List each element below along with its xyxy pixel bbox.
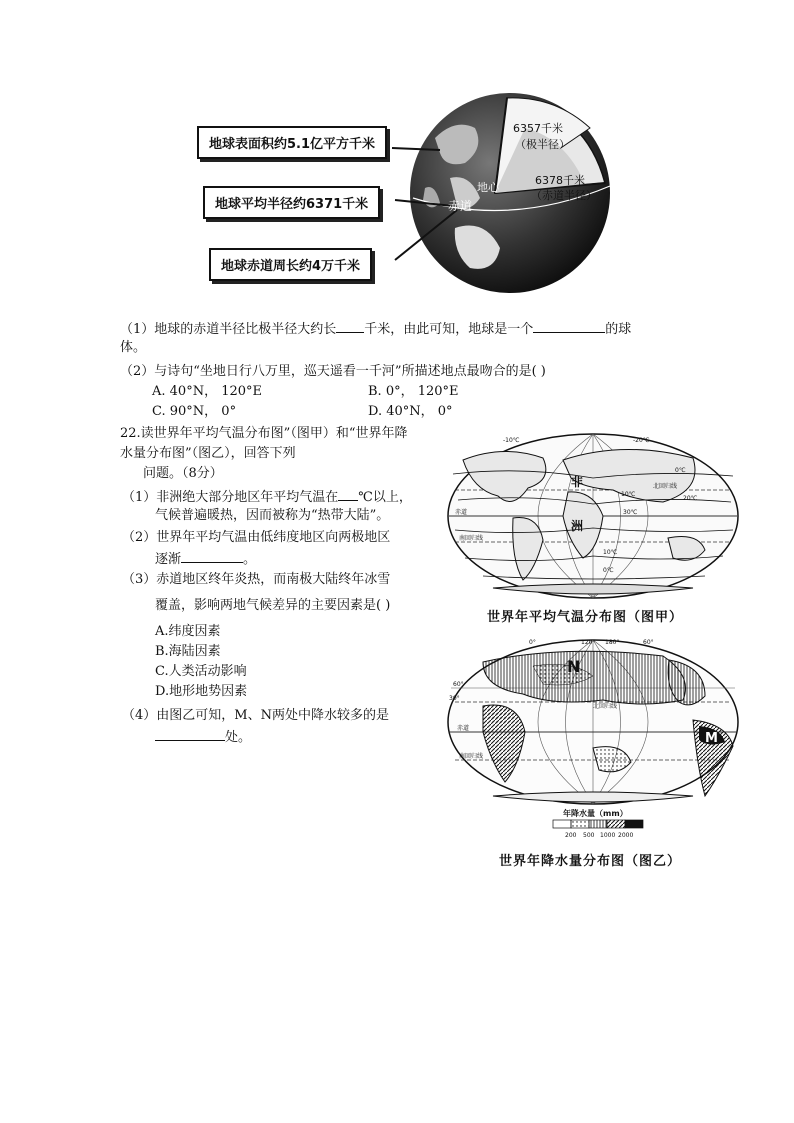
temp-map-label-africa: 洲: [571, 519, 584, 533]
temp-map-isotherm-label: 30℃: [623, 509, 638, 516]
precip-lat-label: 60°: [453, 681, 464, 688]
legend-tick: 1000: [600, 832, 616, 839]
legend-swatch: [625, 820, 643, 828]
temperature-map: [443, 430, 743, 626]
temp-map-isotherm-label: 10℃: [603, 549, 618, 556]
q21-option-c[interactable]: C. 90°N， 0°: [152, 404, 237, 419]
temp-map-isotherm-label: 0℃: [675, 467, 686, 474]
center-label: 地心: [477, 181, 499, 194]
legend-swatch: [553, 820, 571, 828]
q21-option-a[interactable]: A. 40°N， 120°E: [152, 384, 263, 399]
answer-blank[interactable]: [533, 318, 605, 333]
legend-swatch: [607, 820, 625, 828]
q22-option-d[interactable]: D.地形地势因素: [155, 684, 248, 699]
precipitation-map-title: 世界年降水量分布图（图乙）: [499, 854, 682, 869]
answer-blank[interactable]: [338, 486, 358, 501]
temp-map-isotherm-label: 0℃: [603, 567, 614, 574]
polar-radius-label: 6357千米: [513, 122, 563, 135]
marker-n: N: [567, 657, 581, 676]
q22-part3-line1: （3）赤道地区终年炎热，而南极大陆终年冰雪: [122, 572, 391, 587]
q21-part2: （2）与诗句“坐地日行八万里，巡天遥看一千河”所描述地点最吻合的是( ): [120, 364, 546, 379]
temp-map-isotherm-label: 10℃: [621, 491, 636, 498]
q22-part4-line2: 处。: [155, 726, 251, 748]
q22-intro-line2: 水量分布图”（图乙），回答下列: [120, 446, 296, 461]
temperature-map-illustration: [443, 430, 743, 602]
q21-option-d[interactable]: D. 40°N， 0°: [368, 404, 453, 419]
precip-tropic-s-label: 南回归线: [459, 753, 484, 760]
q22-part2-line2: 逐渐 。: [155, 548, 256, 570]
q22-intro-line1: 22.读世界年平均气温分布图”（图甲）和“世界年降: [120, 426, 408, 441]
equator-radius-note: （赤道半径）: [531, 189, 597, 202]
q22-option-b[interactable]: B.海陆因素: [155, 644, 221, 659]
globe-figure: [195, 88, 615, 298]
callout-circumference: 地球赤道周长约4万千米: [209, 248, 372, 281]
equator-label: 赤道: [448, 199, 473, 213]
q21-part1-line1: （1）地球的赤道半径比极半径大约长 千米，由此可知，地球是一个 的球: [120, 318, 631, 340]
callout-mean-radius: 地球平均半径约6371千米: [203, 186, 380, 219]
legend-tick: 2000: [618, 832, 634, 839]
temp-map-isotherm-label: -10℃: [503, 437, 520, 444]
temp-map-isotherm-label: 20℃: [683, 495, 698, 502]
temperature-map-title: 世界年平均气温分布图（图甲）: [487, 610, 684, 625]
q22-part1-line2: 气候普遍暖热，因而被称为“热带大陆”。: [155, 508, 390, 523]
precip-lon-label: 60°: [643, 639, 654, 646]
temp-map-label-africa: 非: [571, 475, 584, 489]
legend-swatch: [571, 820, 589, 828]
answer-blank[interactable]: [181, 548, 243, 563]
equator-radius-label: 6378千米: [535, 174, 585, 187]
polar-radius-note: （极半径）: [515, 138, 570, 151]
precipitation-map: [443, 636, 743, 872]
legend-tick: 200: [565, 832, 577, 839]
marker-m: M: [705, 731, 718, 746]
q22-intro-line3: 问题。（8分）: [143, 466, 223, 481]
callout-surface-area: 地球表面积约5.1亿平方千米: [197, 126, 387, 159]
q22-option-c[interactable]: C.人类活动影响: [155, 664, 247, 679]
temp-map-isotherm-label: -20℃: [633, 437, 650, 444]
precip-lon-label: 180°: [605, 639, 620, 646]
q21-part1-line2: 体。: [120, 340, 147, 355]
answer-blank[interactable]: [336, 318, 364, 333]
q22-part2-line1: （2）世界年平均气温由低纬度地区向两极地区: [122, 530, 391, 545]
q22-part3-line2: 覆盖，影响两地气候差异的主要因素是( ): [155, 598, 391, 613]
precip-equator-label: 赤道: [457, 725, 470, 732]
precip-lon-label: 120°: [581, 639, 596, 646]
q22-part4-line1: （4）由图乙可知，M、N两处中降水较多的是: [122, 708, 389, 723]
temp-map-label-tropic-s: 南回归线: [459, 535, 484, 542]
q22-option-a[interactable]: A.纬度因素: [155, 624, 221, 639]
q22-part1-line1: （1）非洲绝大部分地区年平均气温在 ℃以上，: [122, 486, 412, 508]
precip-lon-label: 0°: [529, 639, 536, 646]
precip-legend-title: 年降水量（mm）: [563, 809, 628, 818]
legend-swatch: [589, 820, 607, 828]
precip-tropic-n-label: 北回归线: [593, 703, 618, 710]
temp-map-label-equator: 赤道: [455, 509, 468, 516]
answer-blank[interactable]: [155, 726, 225, 741]
precip-lat-label: 30°: [449, 695, 460, 702]
q21-option-b[interactable]: B. 0°， 120°E: [368, 384, 459, 399]
legend-tick: 500: [583, 832, 595, 839]
precipitation-map-illustration: [443, 636, 743, 846]
temp-map-label-tropic-n: 北回归线: [653, 483, 678, 490]
